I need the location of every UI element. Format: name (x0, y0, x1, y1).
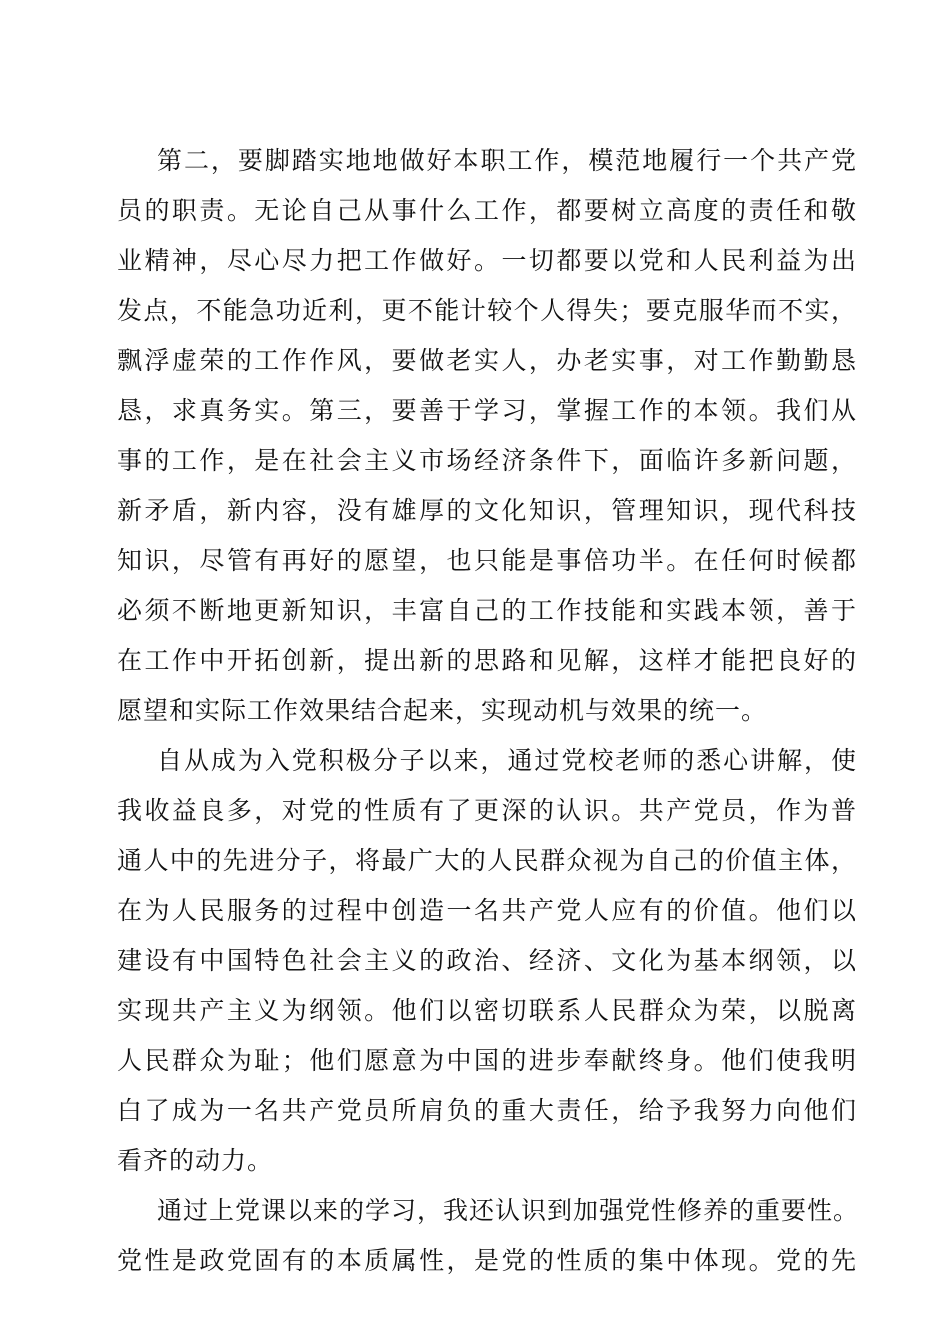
text-line: 看齐的动力。 (117, 1146, 274, 1175)
text-line: 通过上党课以来的学习，我还认识到加强党性修养的重要性。 (157, 1196, 860, 1225)
text-line: 愿望和实际工作效果结合起来，实现动机与效果的统一。 (117, 696, 768, 725)
text-line: 在工作中开拓创新，提出新的思路和见解，这样才能把良好的 (117, 646, 857, 675)
text-line: 实现共产主义为纲领。他们以密切联系人民群众为荣，以脱离 (117, 996, 857, 1025)
text-line: 人民群众为耻；他们愿意为中国的进步奉献终身。他们使我明 (117, 1046, 857, 1075)
text-line: 建设有中国特色社会主义的政治、经济、文化为基本纲领，以 (117, 946, 857, 975)
paragraph-1 (117, 136, 857, 736)
document-body (117, 136, 860, 1286)
paragraph-2 (117, 736, 857, 1186)
text-line: 业精神，尽心尽力把工作做好。一切都要以党和人民利益为出 (117, 246, 857, 275)
text-line: 通人中的先进分子，将最广大的人民群众视为自己的价值主体， (117, 846, 857, 875)
text-line: 恳，求真务实。第三，要善于学习，掌握工作的本领。我们从 (117, 396, 857, 425)
text-line: 党性是政党固有的本质属性，是党的性质的集中体现。党的先 (117, 1246, 857, 1275)
text-line: 在为人民服务的过程中创造一名共产党人应有的价值。他们以 (117, 896, 857, 925)
text-line: 自从成为入党积极分子以来，通过党校老师的悉心讲解，使 (157, 746, 857, 775)
text-line: 知识，尽管有再好的愿望，也只能是事倍功半。在任何时候都 (117, 546, 857, 575)
paragraph-3 (117, 1186, 860, 1286)
text-line: 新矛盾，新内容，没有雄厚的文化知识，管理知识，现代科技 (117, 496, 857, 525)
text-line: 我收益良多，对党的性质有了更深的认识。共产党员，作为普 (117, 796, 857, 825)
text-line: 员的职责。无论自己从事什么工作，都要树立高度的责任和敬 (117, 196, 857, 225)
text-line: 发点，不能急功近利，更不能计较个人得失；要克服华而不实， (117, 296, 857, 325)
text-line: 飘浮虚荣的工作作风，要做老实人，办老实事，对工作勤勤恳 (117, 346, 857, 375)
text-line: 第二，要脚踏实地地做好本职工作，模范地履行一个共产党 (157, 146, 857, 175)
text-line: 必须不断地更新知识，丰富自己的工作技能和实践本领，善于 (117, 596, 857, 625)
text-line: 事的工作，是在社会主义市场经济条件下，面临许多新问题， (117, 446, 857, 475)
text-line: 白了成为一名共产党员所肩负的重大责任，给予我努力向他们 (117, 1096, 857, 1125)
